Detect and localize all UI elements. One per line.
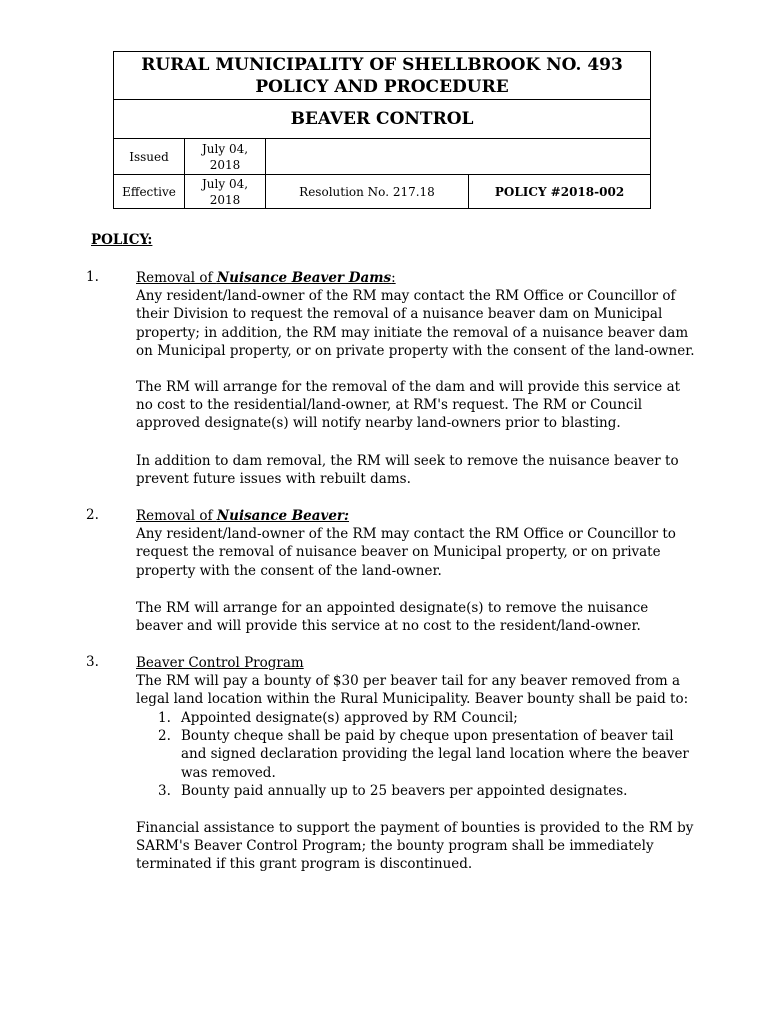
municipality-title: RURAL MUNICIPALITY OF SHELLBROOK NO. 493 <box>141 54 623 75</box>
section-3-number: 3. <box>86 654 99 670</box>
header-title-cell <box>114 52 651 100</box>
section-3-paragraph-1: The RM will pay a bounty of $30 per beaver tail for any beaver removed from a legal land location within the Rural Municipality. Beaver bounty shall be paid to: <box>136 673 689 708</box>
resolution-number: Resolution No. 217.18 <box>266 175 469 209</box>
policy-procedure-title: POLICY AND PROCEDURE <box>255 76 509 97</box>
list-item: 1. Appointed designate(s) approved by RM Council; <box>158 710 518 726</box>
issued-label: Issued <box>114 139 185 175</box>
section-1-title: Removal of Nuisance Beaver Dams: <box>136 270 396 286</box>
issued-date: July 04, 2018 <box>185 139 266 175</box>
section-1-number: 1. <box>86 269 99 285</box>
section-3-title: Beaver Control Program <box>136 655 304 671</box>
policy-heading: POLICY: <box>91 232 153 248</box>
policy-number: POLICY #2018-002 <box>469 175 651 209</box>
section-3-paragraph-2: Financial assistance to support the payment of bounties is provided to the RM by SARM's Beaver Control Program; the bounty program shall be immediately terminated if this grant program is discontinued. <box>136 820 694 873</box>
section-2-title: Removal of Nuisance Beaver: <box>136 508 350 524</box>
bounty-list <box>136 709 696 800</box>
list-item: 2. Bounty cheque shall be paid by cheque upon presentation of beaver tail and signed declaration providing the legal land location where the beaver was removed. <box>158 728 689 781</box>
section-1-paragraph-3: In addition to dam removal, the RM will seek to remove the nuisance beaver to prevent future issues with rebuilt dams. <box>136 453 679 488</box>
section-1-paragraph-2: The RM will arrange for the removal of the dam and will provide this service at no cost to the residential/land-owner, at RM's request. The RM or Council approved designate(s) will notify nearby land-owners prior to blasting. <box>136 379 681 432</box>
section-2 <box>136 507 696 580</box>
section-2-paragraph-1: Any resident/land-owner of the RM may contact the RM Office or Councillor to request the removal of nuisance beaver on Municipal property, or on private property with the consent of the land-owner. <box>136 526 676 579</box>
section-2-number: 2. <box>86 507 99 523</box>
policy-subject: BEAVER CONTROL <box>114 100 651 139</box>
effective-label: Effective <box>114 175 185 209</box>
section-3 <box>136 654 696 709</box>
section-1-paragraph-1: Any resident/land-owner of the RM may contact the RM Office or Councillor of their Division to request the removal of a nuisance beaver dam on Municipal property; in addition, the RM may initiate the removal of a nuisance beaver dam on Municipal property, or on private property with the consent of the land-owner. <box>136 288 695 359</box>
policy-header-table <box>113 51 651 209</box>
section-2-paragraph-2: The RM will arrange for an appointed designate(s) to remove the nuisance beaver and will provide this service at no cost to the resident/land-owner. <box>136 600 649 635</box>
section-1 <box>136 269 696 360</box>
issued-blank-cell <box>266 139 651 175</box>
list-item: 3. Bounty paid annually up to 25 beavers per appointed designates. <box>158 782 628 799</box>
effective-date: July 04, 2018 <box>185 175 266 209</box>
